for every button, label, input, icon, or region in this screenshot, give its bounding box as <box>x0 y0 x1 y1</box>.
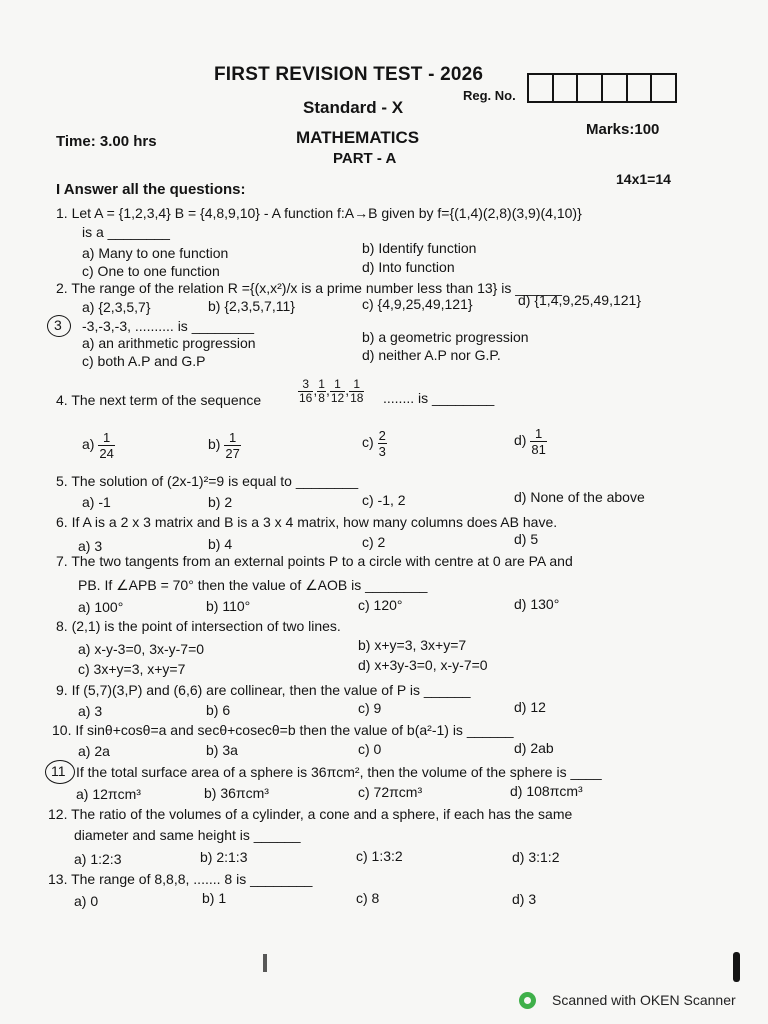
question-12: 12. The ratio of the volumes of a cylinder, a cone and a sphere, if each has the same <box>48 806 573 822</box>
q3-option-b: b) a geometric progression <box>362 329 529 345</box>
q1-option-c: c) One to one function <box>82 263 220 279</box>
question-2: 2. The range of the relation R ={(x,x²)/x is a prime number less than 13} is ______ <box>56 280 562 296</box>
q1-option-a: a) Many to one function <box>82 245 229 261</box>
q11-option-b: b) 36πcm³ <box>204 785 269 801</box>
subject-title: MATHEMATICS <box>296 128 420 147</box>
q7-option-c: c) 120° <box>358 597 403 613</box>
q9-option-c: c) 9 <box>358 700 382 716</box>
q10-option-a: a) 2a <box>78 743 110 759</box>
oken-scanner-icon <box>519 992 536 1009</box>
q5-option-d: d) None of the above <box>514 489 645 505</box>
q11-option-c: c) 72πcm³ <box>358 784 423 800</box>
question-11: If the total surface area of a sphere is 36πcm², then the volume of the sphere is ____ <box>76 764 602 780</box>
question-3-number: 3 <box>54 317 62 333</box>
q10-option-b: b) 3a <box>206 742 238 758</box>
q12-option-a: a) 1:2:3 <box>74 851 122 867</box>
question-9: 9. If (5,7)(3,P) and (6,6) are collinear, then the value of P is ______ <box>56 682 471 698</box>
q2-option-b: b) {2,3,5,7,11} <box>208 298 295 314</box>
q6-option-d: d) 5 <box>514 531 539 547</box>
q6-option-b: b) 4 <box>208 536 233 552</box>
part-label: PART - A <box>333 150 397 167</box>
q3-option-d: d) neither A.P nor G.P. <box>362 347 501 363</box>
instruction: I Answer all the questions: <box>56 181 246 198</box>
reg-no-label: Reg. No. <box>463 88 516 103</box>
question-1-cont: is a ________ <box>82 224 170 240</box>
q4-option-c: c) $\frac{2}{3}$ <box>362 428 386 459</box>
q8-option-d: d) x+3y-3=0, x-y-7=0 <box>358 657 488 673</box>
question-13: 13. The range of 8,8,8, ....... 8 is ________ <box>48 871 313 887</box>
q1-option-b: b) Identify function <box>362 240 477 256</box>
question-3: -3,-3,-3, .......... is ________ <box>82 318 254 334</box>
seq-frac-3: $\frac{1}{12}$ <box>330 377 345 405</box>
q7-option-b: b) 110° <box>206 598 251 614</box>
question-4-cont: ........ is ________ <box>383 390 495 406</box>
question-8: 8. (2,1) is the point of intersection of two lines. <box>56 618 341 634</box>
q2-option-a: a) {2,3,5,7} <box>82 299 151 315</box>
scan-mark <box>733 952 740 982</box>
score-label: 14x1=14 <box>616 171 671 187</box>
question-4: 4. The next term of the sequence <box>56 392 262 408</box>
q10-option-c: c) 0 <box>358 741 382 757</box>
q8-option-c: c) 3x+y=3, x+y=7 <box>78 661 186 677</box>
q13-option-b: b) 1 <box>202 890 227 906</box>
q3-option-a: a) an arithmetic progression <box>82 335 256 351</box>
exam-title: FIRST REVISION TEST - 2026 <box>214 64 484 85</box>
q6-option-a: a) 3 <box>78 538 103 554</box>
q7-option-d: d) 130° <box>514 596 560 612</box>
time-label: Time: 3.00 hrs <box>56 133 157 150</box>
q10-option-d: d) 2ab <box>514 740 554 756</box>
question-6: 6. If A is a 2 x 3 matrix and B is a 3 x 4 matrix, how many columns does AB have. <box>56 514 558 530</box>
q1-option-d: d) Into function <box>362 259 455 275</box>
q5-option-c: c) -1, 2 <box>362 492 406 508</box>
scan-mark-2 <box>263 954 267 972</box>
seq-frac-4: $\frac{1}{18}$ <box>350 377 364 405</box>
q11-option-d: d) 108πcm³ <box>510 783 583 799</box>
question-7-cont: PB. If ∠APB = 70° then the value of ∠AOB is ________ <box>78 577 428 593</box>
q12-option-c: c) 1:3:2 <box>356 848 403 864</box>
q4-sequence: $\frac{3}{16}$ , $\frac{1}{8}$ , $\frac{1}{12}$ , $\frac{1}{18}$ <box>299 377 364 405</box>
q12-option-b: b) 2:1:3 <box>200 849 248 865</box>
question-7: 7. The two tangents from an external points P to a circle with centre at 0 are PA and <box>56 553 573 569</box>
q11-option-a: a) 12πcm³ <box>76 786 141 802</box>
q8-option-a: a) x-y-3=0, 3x-y-7=0 <box>78 641 205 657</box>
scanner-watermark: Scanned with OKEN Scanner <box>552 992 736 1008</box>
standard-label: Standard - X <box>303 98 404 117</box>
seq-frac-2: $\frac{1}{8}$ <box>318 377 325 405</box>
q5-option-b: b) 2 <box>208 494 233 510</box>
q9-option-b: b) 6 <box>206 702 231 718</box>
q9-option-d: d) 12 <box>514 699 546 715</box>
q5-option-a: a) -1 <box>82 494 111 510</box>
question-10: 10. If sinθ+cosθ=a and secθ+cosecθ=b then the value of b(a²-1) is ______ <box>52 722 514 738</box>
q8-option-b: b) x+y=3, 3x+y=7 <box>358 637 467 653</box>
q4-option-d: d) $\frac{1}{81}$ <box>514 426 546 457</box>
q13-option-c: c) 8 <box>356 890 380 906</box>
question-1: 1. Let A = {1,2,3,4} B = {4,8,9,10} - A function f:A→B given by f={(1,4)(2,8)(3,9)(4,10)} <box>56 205 582 221</box>
question-5: 5. The solution of (2x-1)²=9 is equal to ________ <box>56 473 359 489</box>
q4-option-b: b) $\frac{1}{27}$ <box>208 430 240 461</box>
reg-no-boxes <box>527 73 677 103</box>
q2-option-c: c) {4,9,25,49,121} <box>362 296 473 312</box>
q7-option-a: a) 100° <box>78 599 124 615</box>
q9-option-a: a) 3 <box>78 703 103 719</box>
q13-option-d: d) 3 <box>512 891 537 907</box>
q13-option-a: a) 0 <box>74 893 99 909</box>
question-11-number: 11 <box>51 763 66 779</box>
q12-option-d: d) 3:1:2 <box>512 849 560 865</box>
q2-option-d: d) {1,4,9,25,49,121} <box>518 292 641 308</box>
question-12-cont: diameter and same height is ______ <box>74 827 301 843</box>
q6-option-c: c) 2 <box>362 534 386 550</box>
q3-option-c: c) both A.P and G.P <box>82 353 206 369</box>
marks-label: Marks:100 <box>586 121 660 138</box>
seq-frac-1: $\frac{3}{16}$ <box>299 377 313 405</box>
q4-option-a: a) $\frac{1}{24}$ <box>82 430 114 461</box>
